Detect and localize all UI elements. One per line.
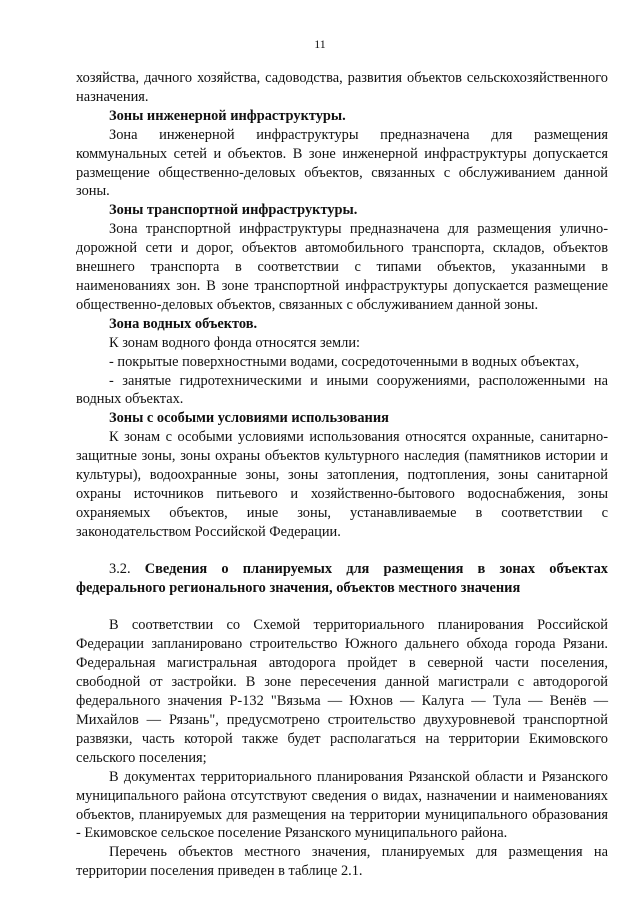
water-list-item: - занятые гидротехническими и иными сооружениями, расположенными на водных объектах. <box>76 372 608 408</box>
heading-special-zones: Зоны с особыми условиями использования <box>109 410 389 427</box>
paragraph-scheme: В соответствии со Схемой территориального планирования Российской Федерации запланировано строительство Южного дальнего обхода города Рязани. Федеральная магистральная автодорога пройдет в северной части поселения, свободной от застройки. В зоне пересечения данной магистрали с автодорогой федерального значения Р-132 "Вязьма — Юхнов — Калуга — Тула — Венёв — Михайлов — Рязань", предусмотрено строительство двухуровневой транспортной развязки, часть которой также будет располагаться на территории Екимовского сельского поселения; <box>76 617 608 766</box>
paragraph-special-zones: К зонам с особыми условиями использования относятся охранные, санитарно-защитные зоны, зоны охраны объектов культурного наследия (памятников истории и культуры), водоохранные зоны, зоны затопления, подтопления, зоны санитарной охраны источников питьевого и хозяйственно-бытового водоснабжения, зоны охраняемых объектов, иные зоны, устанавливаемые в соответствии с законодательством Российской Федерации. <box>76 429 608 540</box>
section-heading <box>76 560 608 598</box>
paragraph-water-intro: К зонам водного фонда относятся земли: <box>109 334 361 351</box>
heading-water-zone: Зона водных объектов. <box>109 315 258 332</box>
paragraph-transport-zones: Зона транспортной инфраструктуры предназначена для размещения улично-дорожной сети и дорог, объектов автомобильного транспорта, складов, объектов внешнего транспорта в соответствии с типами объектов, указанными в наименованиях зон. В зоне транспортной инфраструктуры допускается размещение общественно-деловых объектов, связанных с обслуживанием данной зоны. <box>76 221 608 313</box>
heading-engineering-zones: Зоны инженерной инфраструктуры. <box>109 107 346 124</box>
paragraph-list-reference: Перечень объектов местного значения, планируемых для размещения на территории поселения приведен в таблице 2.1. <box>76 844 608 880</box>
page-number: 11 <box>314 37 326 51</box>
paragraph-documents: В документах территориального планирования Рязанской области и Рязанского муниципального района отсутствуют сведения о видах, назначении и наименованиях объектов, планируемых для размещения на территории муниципального образования - Екимовское сельское поселение Рязанского муниципального района. <box>76 768 608 842</box>
paragraph-intro-continuation: хозяйства, дачного хозяйства, садоводства, развития объектов сельскохозяйственного назначения. <box>76 70 608 105</box>
paragraph-engineering-zones: Зона инженерной инфраструктуры предназначена для размещения коммунальных сетей и объектов. В зоне инженерной инфраструктуры допускается размещение общественно-деловых объектов, связанных с обслуживанием данной зоны. <box>76 126 608 200</box>
heading-transport-zones: Зоны транспортной инфраструктуры. <box>109 202 358 219</box>
section-title: Сведения о планируемых для размещения в зонах объектах федерального регионального значения, объектов местного значения <box>76 560 608 596</box>
water-list-item: - покрытые поверхностными водами, сосредоточенными в водных объектах, <box>109 353 580 370</box>
document-body <box>76 69 608 881</box>
section-number: 3.2. <box>109 560 131 577</box>
